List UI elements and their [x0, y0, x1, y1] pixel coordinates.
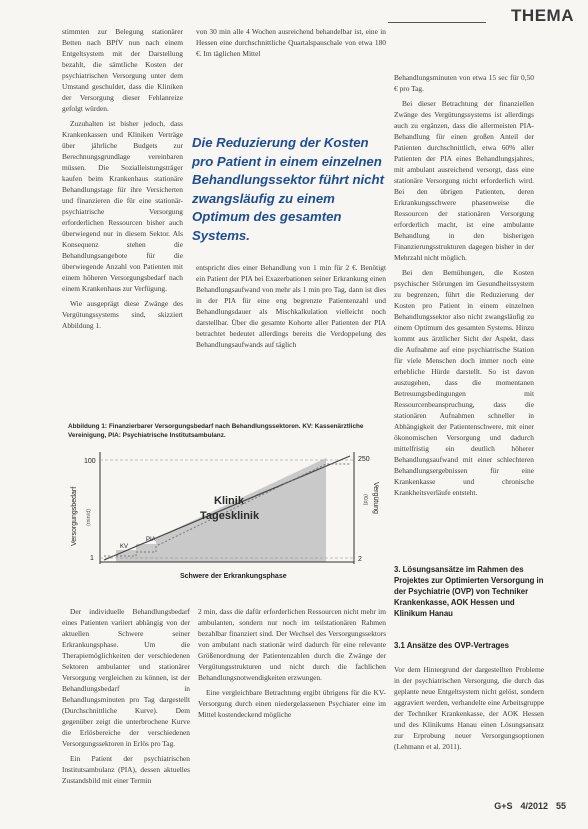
label-kv: KV [120, 544, 129, 550]
y-right-sub: (€/d) [362, 494, 368, 506]
paragraph: Vor dem Hintergrund der dargestellten Probleme in der psychiatrischen Versorgung, die durch das geplante neue Entgeltsystem nicht gelöst, sondern aggraviert werden, verhandelte eine Arbeitsgruppe der Techniker Krankenkasse, der AOK Hessen und des Klinikums Hanau einen Lösungsansatz zur Erprobung neuer Versorgungsoptionen (Lehmann et al. 2011). [394, 665, 544, 751]
x-axis-label: Schwere der Erkrankungsphase [180, 573, 287, 580]
tick-left-1: 1 [90, 555, 94, 562]
paragraph: Bei dieser Betrachtung der finanziellen Zwänge des Vergütungssystems ist allerdings auch zu ergänzen, dass die allermeisten PIA-Behandlung für einen großen Anteil der Patienten durchschnittlich, etwa 60% aller Patienten der PIA eines Behandlungsjahres, mit ambulant ausreichend versorgt, dass eine stationäre Versorgung nicht erforderlich wird. Bei den übrigen Patienten, deren Erkrankungsschwere phasenweise die Ressourcen der stationären Versorgung erforderlich macht, ist eine ambulante Behandlung in den bisherigen Finanzierungsstrukturen dagegen bisher in der Mehrzahl nicht möglich. [394, 99, 534, 262]
journal-name: G+S [494, 801, 513, 811]
section-3-1-heading: 3.1 Ansätze des OVP-Vertrages [394, 641, 509, 650]
paragraph: Behandlungsminuten von etwa 15 sec für 0,50 € pro Tag. [394, 73, 534, 93]
column-2-bottom [198, 606, 386, 811]
tick-left-100: 100 [84, 458, 96, 465]
tick-right-250: 250 [358, 456, 370, 463]
paragraph: von 30 min alle 4 Wochen ausreichend behandelbar ist, eine in Hessen eine durchschnittliche Quartalspauschale von etwa 180 €. Im täglichen Mittel [196, 27, 386, 58]
paragraph: 2 min, dass die dafür erforderlichen Ressourcen nicht mehr im ambulanten, sondern nur noch im teilstationären Rahmen bezahlbar finanziert sind. Der Wechsel des Versorgungssektors von ambulant nach stationär wird dadurch für eine relevante Größenordnung der Patientenzahlen durch die Zwänge der Vergütungsstrukturen und nicht durch die fachlichen Behandlungsnotwendigkeiten erzwungen. [198, 607, 386, 682]
column-3-bottom [394, 664, 544, 810]
y-right-label: Vergütung [372, 482, 379, 514]
issue-number: 4/2012 [520, 801, 548, 811]
column-3-top [394, 72, 534, 544]
pull-quote: Die Reduzierung der Kosten pro Patient in einem einzelnen Behandlungssektor führt nicht zwangsläufig zu einem Optimum des gesamten Systems. [192, 135, 384, 243]
column-1-top [62, 26, 183, 410]
paragraph: Bei den Bemühungen, die Kosten psychischer Störungen im Gesundheitssystem zu begrenzen, führt die Reduzierung der Kosten pro Patient in einem einzelnen Behandlungssektor also nicht zwangsläufig zu einem Optimum des gesamten Systems. Hinzu kommt aus ärztlicher Sicht der Aspekt, dass die Aufnahme auf eine psychiatrische Station für viele Menschen doch immer noch eine erhebliche Hürde darstellt. So ist davon auszugehen, dass die momentanen Betreuungsbedingungen mit Ressourcenbeanspruchung, dass die stationären Aufnahmen schneller in Abhängigkeit der Patientenschwere, mit einer ökonomischen Versorgung und dadurch mittelfristig ein deutlich höherer Behandlungsaufwand mit einer schlechteren Behandlungsergebnissen für eine Krankenkasse und chronische Krankheitsverläufe entsteht. [394, 268, 534, 497]
tick-right-2: 2 [358, 556, 362, 563]
page-number: 55 [555, 801, 566, 811]
label-tagesklinik: Tagesklinik [200, 510, 260, 522]
header-rule [388, 22, 486, 23]
column-1-bottom [62, 606, 190, 811]
y-left-label: Versorgungsbedarf [71, 486, 78, 546]
footer [486, 801, 566, 811]
section-label: THEMA [511, 6, 574, 25]
paragraph: Eine vergleichbare Betrachtung ergibt übrigens für die KV-Versorgung durch einen niedergelassenen Psychiater eine im Mittel kostendeckend mögliche [198, 688, 386, 719]
paragraph: entspricht dies einer Behandlung von 1 min für 2 €. Benötigt ein Patient der PIA bei Exazerbationen seiner Erkrankung einen Behandlungsaufwand von mehr als 1 min pro Tag, dann ist dies in der PIA für eine eng begrenzte Patientenzahl und Behandlungsdauer als Mischkalkulation vielleicht noch darstellbar. Über die gesamte Kohorte aller Patienten der PIA betrachtet bedeutet allerdings bereits die Verdoppelung des Behandlungsaufwands auf täglich [196, 263, 386, 349]
column-2-middle [196, 262, 386, 414]
label-klinik: Klinik [214, 495, 244, 507]
figure-chart [64, 442, 388, 584]
paragraph: stimmten zur Belegung stationärer Betten nach BPfV nun nach einem Entgeltsystem mit der Darstellung bezahlt, die sämtliche Kosten der psychiatrischen Versorgung unter dem Umstand geschuldet, dass die Kliniken der Versorgung dieser Fehlanreize gefolgt würden. [62, 27, 183, 113]
column-2-top [196, 26, 386, 60]
y-left-sub: (min/d) [86, 508, 92, 526]
section-3-heading: 3. Lösungsansätze im Rahmen des Projektes zur Optimierten Versorgung in der Psychiatrie (OVP) von Techniker Krankenkasse, AOK Hessen und Klinikum Hanau [394, 565, 544, 618]
paragraph: Der individuelle Behandlungsbedarf eines Patienten variiert abhängig von der aktuellen Schwere seiner Erkrankungsphase. Um die Therapiemöglichkeiten der verschiedenen Sektoren ambulanter und stationärer Versorgung vergleichen zu können, ist der Behandlungsbedarf in Behandlungsminuten pro Tag dargestellt (Durchschnittliche Kurve). Dem gegenüber zeigt die unterbrochene Kurve die Erlösbereiche der verschiedenen Versorgungssektoren in Erlös pro Tag. [62, 607, 190, 748]
paragraph: Zuzuhalten ist bisher jedoch, dass Krankenkassen und Kliniken Verträge über jährliche Budgets zur Berechnungsgrundlage vereinbaren müssen. Die Sozialleistungsträger kaufen beim Krankenhaus stationäre Behandlungstage für ihre Versicherten und finanzieren die für eine stationär-psychiatrische Versorgung erforderlichen Ressourcen bisher auch überwiegend nur in diesem Sektor. Als Konsequenz stehen die Behandlungsangebote für die überwiegende Anzahl von Patienten mit einem höheren Versorgungsbedarf nach einem Krankenhaus zur Verfügung. [62, 119, 183, 293]
figure-1 [64, 420, 388, 586]
paragraph: Wie ausgeprägt diese Zwänge des Vergütungssystems sind, skizziert Abbildung 1. [62, 299, 183, 330]
label-pia: PIA [146, 537, 156, 543]
paragraph: Ein Patient der psychiatrischen Institutsambulanz (PIA), dessen aktuelles Zustandsbild mit einer Termin [62, 754, 190, 785]
figure-caption: Abbildung 1: Finanzierbarer Versorgungsbedarf nach Behandlungssektoren. KV: Kassenärztliche Vereinigung, PIA: Psychiatrische Institutsambulanz. [68, 423, 364, 439]
